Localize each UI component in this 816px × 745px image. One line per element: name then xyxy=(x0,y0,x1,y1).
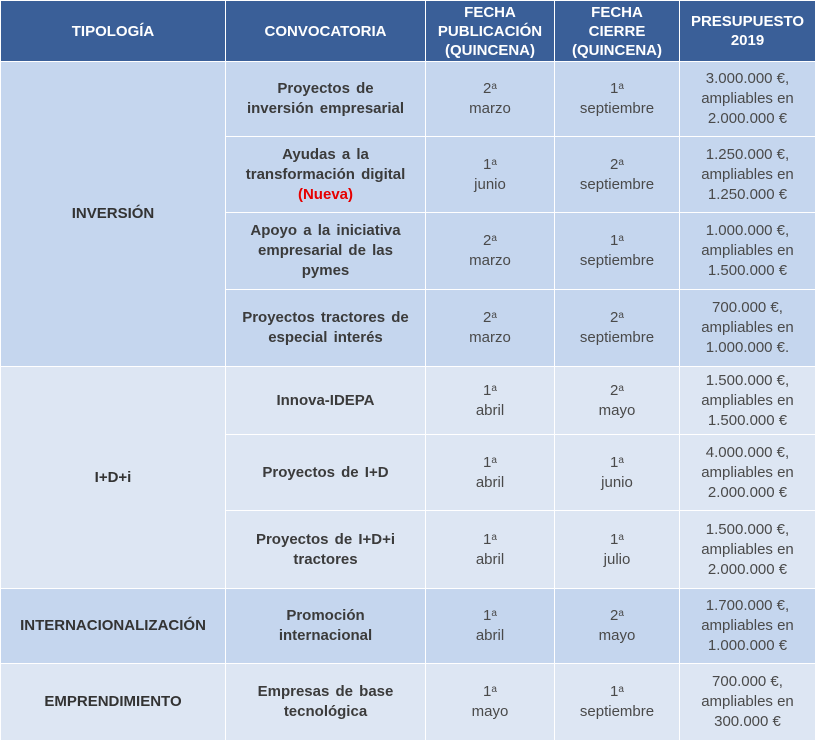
quincena-number: 1 xyxy=(483,381,492,399)
ordinal-suffix: a xyxy=(491,454,497,466)
mes-label: abril xyxy=(475,627,505,644)
quincena-number: 2 xyxy=(610,309,619,326)
quincena-number: 1 xyxy=(483,607,492,624)
presupuesto-cell xyxy=(680,589,816,664)
presupuesto-cell xyxy=(680,367,816,435)
convocatoria-line: empresarial de las xyxy=(258,242,393,259)
header-fecha-cierre: FECHA CIERRE (QUINCENA) xyxy=(555,1,680,62)
convocatoria-line: Innova-IDEPA xyxy=(276,391,375,409)
mes-label: abril xyxy=(475,550,505,568)
ordinal-suffix: a xyxy=(491,156,497,168)
quincena-ordinal xyxy=(559,308,675,328)
convocatoria-cell xyxy=(226,367,426,435)
presupuesto-cell xyxy=(680,213,816,290)
presupuesto-line: 1.500.000 € xyxy=(707,411,788,429)
ordinal-suffix: a xyxy=(618,382,624,394)
quincena-number: 2 xyxy=(483,309,492,326)
fecha-cierre-cell xyxy=(555,137,680,213)
header-fecha-publicacion: FECHA PUBLICACIÓN (QUINCENA) xyxy=(426,1,555,62)
mes-label: septiembre xyxy=(579,100,655,117)
convocatoria-line: Proyectos de I+D xyxy=(262,463,389,481)
mes-label: septiembre xyxy=(579,703,655,720)
presupuesto-cell xyxy=(680,290,816,367)
convocatoria-line: Promoción xyxy=(286,607,365,624)
quincena-ordinal xyxy=(430,231,550,251)
quincena-number: 1 xyxy=(483,155,492,173)
mes-label: junio xyxy=(601,473,633,491)
mes-label: julio xyxy=(603,550,631,568)
mes-label: mayo xyxy=(471,703,509,720)
fecha-cierre-cell xyxy=(555,435,680,511)
presupuesto-line: ampliables en xyxy=(701,540,794,558)
table-row xyxy=(1,589,816,664)
quincena-ordinal xyxy=(559,79,675,99)
ordinal-suffix: a xyxy=(618,608,624,619)
ordinal-suffix: a xyxy=(491,382,497,394)
quincena-number: 1 xyxy=(610,530,619,548)
mes-label: marzo xyxy=(469,329,511,346)
quincena-number: 1 xyxy=(483,530,492,548)
convocatoria-line: Ayudas a la xyxy=(282,145,369,163)
tipologia-label: INTERNACIONALIZACIÓN xyxy=(20,617,206,634)
convocatoria-cell xyxy=(226,589,426,664)
quincena-number: 2 xyxy=(610,381,619,399)
table-row xyxy=(1,367,816,435)
ordinal-suffix: a xyxy=(491,81,497,92)
quincena-ordinal xyxy=(430,79,550,99)
ordinal-suffix: a xyxy=(618,684,624,695)
fecha-publicacion-cell xyxy=(426,367,555,435)
convocatoria-line: internacional xyxy=(278,627,373,644)
fecha-publicacion-cell xyxy=(426,62,555,137)
presupuesto-cell xyxy=(680,435,816,511)
presupuesto-cell xyxy=(680,664,816,741)
mes-label: mayo xyxy=(598,401,636,419)
mes-label: abril xyxy=(475,401,505,419)
tipologia-cell xyxy=(1,664,226,741)
presupuesto-line: 1.500.000 €, xyxy=(705,520,790,538)
fecha-publicacion-cell xyxy=(426,435,555,511)
fecha-publicacion-cell xyxy=(426,589,555,664)
fecha-cierre-cell xyxy=(555,290,680,367)
tipologia-cell xyxy=(1,367,226,589)
mes-label: septiembre xyxy=(579,329,655,346)
quincena-ordinal xyxy=(559,682,675,702)
quincena-ordinal xyxy=(559,231,675,251)
presupuesto-line: 2.000.000 € xyxy=(707,110,788,127)
presupuesto-line: 700.000 €, xyxy=(712,673,783,690)
presupuesto-line: ampliables en xyxy=(701,242,794,259)
quincena-number: 1 xyxy=(610,453,619,471)
quincena-ordinal xyxy=(430,530,550,550)
new-badge: (Nueva) xyxy=(297,185,353,203)
quincena-ordinal xyxy=(430,606,550,626)
fecha-cierre-cell xyxy=(555,62,680,137)
quincena-ordinal xyxy=(430,453,550,473)
presupuesto-cell xyxy=(680,511,816,589)
presupuesto-line: 1.250.000 € xyxy=(707,185,788,203)
convocatoria-line: Proyectos de I+D+i xyxy=(255,530,396,548)
header-convocatoria: CONVOCATORIA xyxy=(226,1,426,62)
quincena-number: 1 xyxy=(483,683,492,700)
ordinal-suffix: a xyxy=(491,310,497,321)
fecha-publicacion-cell xyxy=(426,664,555,741)
mes-label: junio xyxy=(474,175,506,193)
mes-label: marzo xyxy=(469,252,511,269)
tipologia-label: INVERSIÓN xyxy=(71,205,155,222)
fecha-cierre-cell xyxy=(555,589,680,664)
mes-label: septiembre xyxy=(579,175,655,193)
quincena-ordinal xyxy=(559,530,675,550)
presupuesto-line: 1.000.000 €. xyxy=(705,339,790,356)
presupuesto-line: ampliables en xyxy=(701,391,794,409)
convocatoria-cell xyxy=(226,435,426,511)
quincena-ordinal xyxy=(559,453,675,473)
ordinal-suffix: a xyxy=(618,156,624,168)
ordinal-suffix: a xyxy=(618,81,624,92)
presupuesto-line: 1.000.000 €, xyxy=(705,222,790,239)
quincena-ordinal xyxy=(430,682,550,702)
convocatoria-line: inversión empresarial xyxy=(246,100,405,117)
presupuesto-line: 1.500.000 €, xyxy=(705,371,790,389)
presupuesto-line: 1.250.000 €, xyxy=(705,145,790,163)
convocatoria-cell xyxy=(226,511,426,589)
tipologia-cell xyxy=(1,589,226,664)
convocatoria-line: Apoyo a la iniciativa xyxy=(250,222,401,239)
header-row xyxy=(1,1,816,62)
ordinal-suffix: a xyxy=(491,531,497,543)
ordinal-suffix: a xyxy=(491,233,497,244)
quincena-number: 2 xyxy=(483,80,492,97)
convocatoria-line: Empresas de base xyxy=(257,683,394,700)
fecha-publicacion-cell xyxy=(426,137,555,213)
presupuesto-line: ampliables en xyxy=(701,693,794,710)
convocatoria-line: Proyectos de xyxy=(277,80,374,97)
convocatoria-line: tecnológica xyxy=(283,703,368,720)
presupuesto-line: ampliables en xyxy=(701,463,794,481)
quincena-number: 2 xyxy=(610,607,619,624)
convocatoria-cell xyxy=(226,213,426,290)
quincena-ordinal xyxy=(430,155,550,175)
quincena-ordinal xyxy=(430,308,550,328)
presupuesto-line: ampliables en xyxy=(701,165,794,183)
presupuesto-line: ampliables en xyxy=(701,319,794,336)
quincena-ordinal xyxy=(559,381,675,401)
presupuesto-line: 2.000.000 € xyxy=(707,560,788,578)
presupuesto-line: 300.000 € xyxy=(714,713,781,730)
presupuesto-line: 1.000.000 € xyxy=(707,637,788,654)
ordinal-suffix: a xyxy=(618,310,624,321)
convocatoria-line: tractores xyxy=(293,550,358,568)
presupuesto-line: 4.000.000 €, xyxy=(705,443,790,461)
ordinal-suffix: a xyxy=(618,233,624,244)
quincena-number: 1 xyxy=(610,80,619,97)
quincena-number: 2 xyxy=(610,155,619,173)
presupuesto-line: 2.000.000 € xyxy=(707,483,788,501)
convocatoria-line: pymes xyxy=(301,262,350,279)
presupuesto-line: 700.000 €, xyxy=(712,299,783,316)
quincena-ordinal xyxy=(559,155,675,175)
quincena-number: 1 xyxy=(610,232,619,249)
mes-label: marzo xyxy=(469,100,511,117)
convocatoria-cell xyxy=(226,62,426,137)
mes-label: abril xyxy=(475,473,505,491)
ordinal-suffix: a xyxy=(618,454,624,466)
table-row xyxy=(1,62,816,137)
tipologia-label: I+D+i xyxy=(94,468,132,486)
fecha-cierre-cell xyxy=(555,511,680,589)
presupuesto-line: 1.700.000 €, xyxy=(705,597,790,614)
presupuesto-line: ampliables en xyxy=(701,90,794,107)
fecha-cierre-cell xyxy=(555,664,680,741)
ordinal-suffix: a xyxy=(491,684,497,695)
quincena-number: 2 xyxy=(483,232,492,249)
ordinal-suffix: a xyxy=(491,608,497,619)
fecha-publicacion-cell xyxy=(426,290,555,367)
quincena-ordinal xyxy=(430,381,550,401)
quincena-ordinal xyxy=(559,606,675,626)
presupuesto-line: 1.500.000 € xyxy=(707,262,788,279)
header-tipologia: TIPOLOGÍA xyxy=(1,1,226,62)
tipologia-cell xyxy=(1,62,226,367)
quincena-number: 1 xyxy=(610,683,619,700)
convocatoria-line: especial interés xyxy=(268,329,383,346)
quincena-number: 1 xyxy=(483,453,492,471)
presupuesto-line: 3.000.000 €, xyxy=(705,70,790,87)
table-row xyxy=(1,664,816,741)
ordinal-suffix: a xyxy=(618,531,624,543)
fecha-cierre-cell xyxy=(555,213,680,290)
presupuesto-cell xyxy=(680,137,816,213)
fecha-publicacion-cell xyxy=(426,213,555,290)
header-presupuesto: PRESUPUESTO 2019 xyxy=(680,1,816,62)
mes-label: septiembre xyxy=(579,252,655,269)
convocatoria-cell xyxy=(226,137,426,213)
table-body xyxy=(1,62,816,741)
presupuesto-line: ampliables en xyxy=(701,617,794,634)
convocatoria-cell xyxy=(226,664,426,741)
fecha-cierre-cell xyxy=(555,367,680,435)
tipologia-label: EMPRENDIMIENTO xyxy=(44,693,182,710)
mes-label: mayo xyxy=(598,627,636,644)
convocatoria-line: Proyectos tractores de xyxy=(242,309,409,326)
convocatoria-cell xyxy=(226,290,426,367)
presupuesto-cell xyxy=(680,62,816,137)
convocatoria-line: transformación digital xyxy=(245,165,406,183)
fecha-publicacion-cell xyxy=(426,511,555,589)
